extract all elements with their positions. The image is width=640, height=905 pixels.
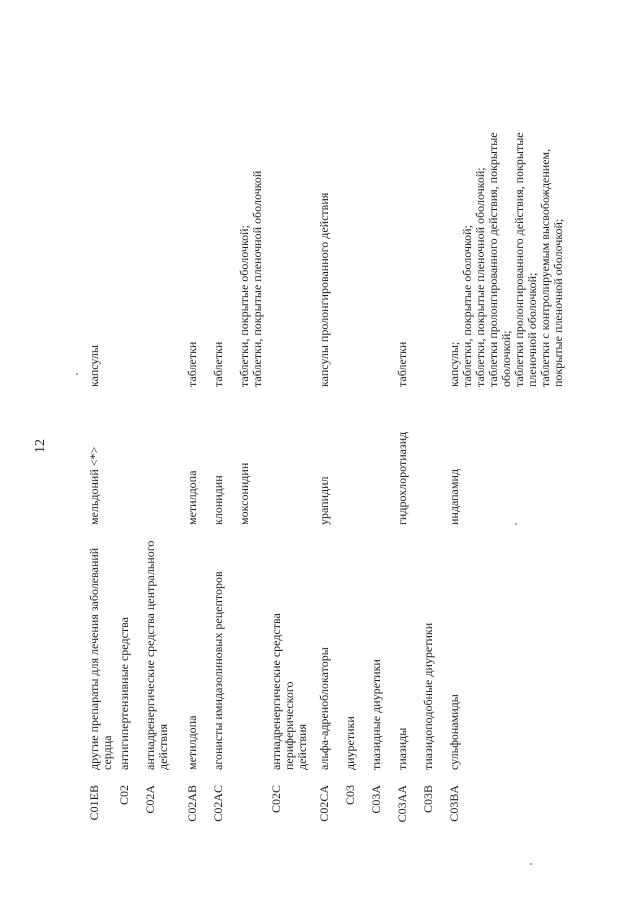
group-name: тиазидоподобные диуретики	[421, 622, 435, 770]
group-name: агонисты имидазолиновых рецепторов	[211, 571, 225, 770]
drug-name: клонидин	[211, 475, 225, 525]
atc-code: C03BA	[447, 785, 461, 822]
drug-name: гидрохлоротиазид	[395, 431, 409, 525]
atc-code: C02AC	[211, 785, 225, 822]
dosage-forms: капсулы; таблетки, покрытые оболочкой; таблетки, покрытые пленочной оболочкой; таблетки пролонгированного действия, покрытые оболочкой; таблетки пролонгированного действия, покрытые пленочной оболочкой; таблетки с контролируемым высвобождением, покрытые пленочной оболочкой;	[447, 132, 565, 387]
atc-code: C02CA	[317, 785, 331, 822]
dosage-forms: капсулы	[87, 345, 101, 387]
page-number: 12	[33, 439, 48, 453]
group-name: антигипертензивные средства	[117, 617, 131, 770]
drug-name: индапамид	[447, 469, 461, 525]
group-name: альфа-адреноблокаторы	[317, 647, 331, 770]
atc-code: C03AA	[395, 785, 409, 823]
group-name: сульфонамиды	[447, 694, 461, 770]
drug-name: мельдоний <*>	[87, 446, 101, 525]
scan-speck	[515, 523, 517, 525]
atc-code: C03A	[369, 785, 383, 814]
dosage-forms: таблетки, покрытые оболочкой; таблетки, покрытые пленочной оболочкой	[237, 170, 264, 387]
dosage-forms: капсулы пролонгированного действия	[317, 192, 331, 387]
drug-name: моксонидин	[237, 462, 251, 525]
dosage-forms: таблетки	[395, 341, 409, 387]
group-name: антиадренергические средства центрального действия	[143, 540, 170, 770]
group-name: тиазиды	[395, 727, 409, 770]
drug-name: метилдопа	[185, 470, 199, 525]
group-name: другие препараты для лечения заболеваний сердца	[87, 547, 114, 770]
dosage-forms: таблетки	[185, 341, 199, 387]
group-name: метилдопа	[185, 715, 199, 770]
dosage-forms: таблетки	[211, 341, 225, 387]
atc-code: C03B	[421, 785, 435, 814]
scan-speck	[530, 863, 532, 865]
group-name: тиазидные диуретики	[369, 659, 383, 770]
atc-code: C02C	[269, 785, 283, 814]
group-name: антиадренергические средства периферического действия	[269, 613, 309, 770]
drug-name: урапидил	[317, 476, 331, 525]
atc-code: C01EB	[87, 785, 101, 821]
atc-code: C02	[117, 785, 131, 806]
group-name: диуретики	[343, 716, 357, 770]
atc-code: C03	[343, 785, 357, 806]
scan-speck	[76, 373, 78, 375]
atc-code: C02AB	[185, 785, 199, 822]
atc-code: C02A	[143, 785, 157, 814]
